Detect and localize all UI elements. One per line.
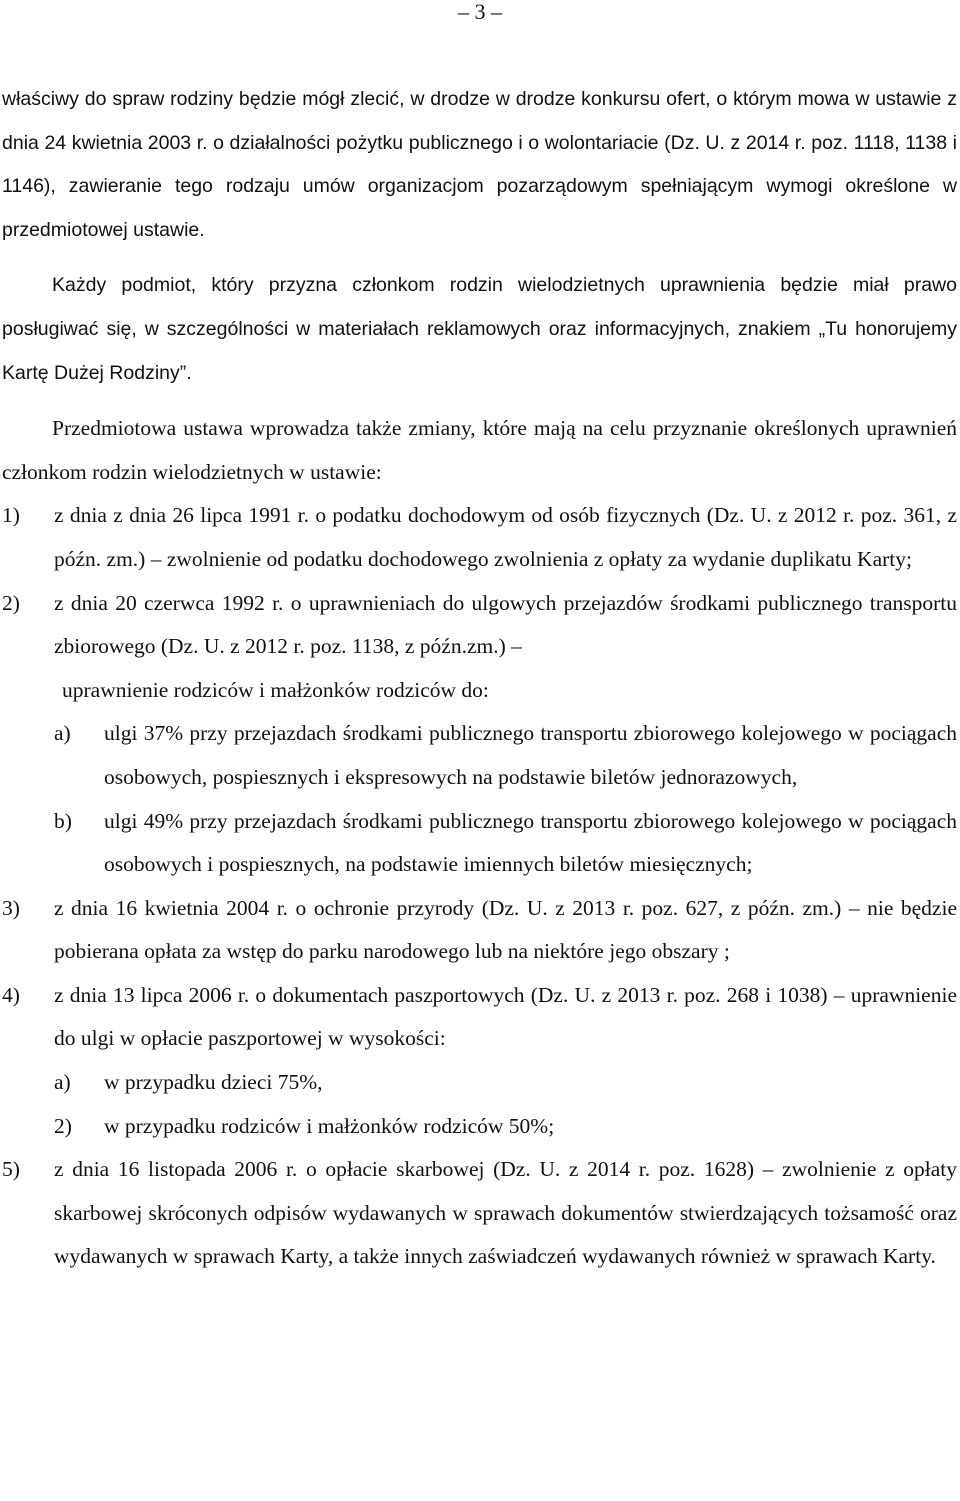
sub-list-item-letter: a) bbox=[54, 721, 71, 746]
list-item-text: z dnia 13 lipca 2006 r. o dokumentach paszportowych (Dz. U. z 2013 r. poz. 268 i 1038) – uprawnienie do ulgi w opłacie paszportowej w wysokości: bbox=[54, 982, 957, 1051]
sub-list-item bbox=[54, 800, 957, 887]
list-item bbox=[2, 582, 957, 887]
sub-list-item bbox=[54, 1105, 957, 1149]
document-body bbox=[2, 78, 957, 1279]
list-item-lead: uprawnienie rodziców i małżonków rodziców do: bbox=[62, 677, 489, 702]
list-item-number: 3) bbox=[2, 895, 20, 920]
list-item-text: z dnia 20 czerwca 1992 r. o uprawnieniach do ulgowych przejazdów środkami publicznego transportu zbiorowego (Dz. U. z 2012 r. poz. 1138, z późn.zm.) – bbox=[54, 590, 957, 659]
sub-list-item-text: w przypadku rodziców i małżonków rodziców 50%; bbox=[104, 1113, 555, 1138]
list-item bbox=[2, 1148, 957, 1279]
list-item bbox=[2, 974, 957, 1148]
list-item-number: 5) bbox=[2, 1157, 20, 1182]
list-item bbox=[2, 887, 957, 974]
sub-list-item-text: ulgi 37% przy przejazdach środkami publicznego transportu zbiorowego kolejowego w pociągach osobowych, pospiesznych i ekspresowych na podstawie biletów jednorazowych, bbox=[104, 721, 957, 789]
list-item-number: 1) bbox=[2, 503, 20, 528]
sub-list-item-letter: a) bbox=[54, 1070, 71, 1095]
sub-list-item bbox=[54, 712, 957, 799]
list-item bbox=[2, 494, 957, 581]
sub-list-item-letter: b) bbox=[54, 808, 72, 833]
sub-list-item-text: w przypadku dzieci 75%, bbox=[104, 1070, 323, 1095]
list-item-text: z dnia 16 kwietnia 2004 r. o ochronie przyrody (Dz. U. z 2013 r. poz. 627, z późn. zm.) – nie będzie pobierana opłata za wstęp do parku narodowego lub na niektóre jego obszary ; bbox=[54, 895, 957, 964]
paragraph-intro: właściwy do spraw rodziny będzie mógł zlecić, w drodze w drodze konkursu ofert, o którym mowa w ustawie z dnia 24 kwietnia 2003 r. o działalności pożytku publicznego i o wolontariacie (Dz. U. z 2014 r. poz. 1118, 1138 i 1146), zawieranie tego rodzaju umów organizacjom pozarządowym spełniającym wymogi określone w przedmiotowej ustawie. bbox=[2, 88, 957, 241]
paragraph-entities: Każdy podmiot, który przyzna członkom rodzin wielodzietnych uprawnienia będzie miał prawo posługiwać się, w szczególności w materiałach reklamowych oraz informacyjnych, znakiem „Tu honorujemy Kartę Dużej Rodziny”. bbox=[2, 274, 957, 384]
sub-list-item-letter: 2) bbox=[54, 1113, 72, 1138]
sub-list-item-text: ulgi 49% przy przejazdach środkami publicznego transportu zbiorowego kolejowego w pociągach osobowych i pospiesznych, na podstawie imiennych biletów miesięcznych; bbox=[104, 808, 957, 877]
list-item-text: z dnia z dnia 26 lipca 1991 r. o podatku dochodowym od osób fizycznych (Dz. U. z 2012 r. poz. 361, z późn. zm.) – zwolnienie od podatku dochodowego zwolnienia z opłaty za wydanie duplikatu Karty; bbox=[54, 503, 957, 571]
list-item-number: 4) bbox=[2, 982, 20, 1007]
list-item-text: z dnia 16 listopada 2006 r. o opłacie skarbowej (Dz. U. z 2014 r. poz. 1628) – zwolnienie z opłaty skarbowej skróconych odpisów wydawanych w sprawach dokumentów stwierdzających tożsamość oraz wydawanych w sprawach Karty, a także innych zaświadczeń wydawanych również w sprawach Karty. bbox=[54, 1157, 957, 1269]
page-number: – 3 – bbox=[458, 0, 502, 24]
list-item-number: 2) bbox=[2, 590, 20, 615]
paragraph-amendments: Przedmiotowa ustawa wprowadza także zmiany, które mają na celu przyznanie określonych uprawnień członkom rodzin wielodzietnych w ustawie: bbox=[2, 416, 957, 484]
sub-list-item bbox=[54, 1061, 957, 1105]
